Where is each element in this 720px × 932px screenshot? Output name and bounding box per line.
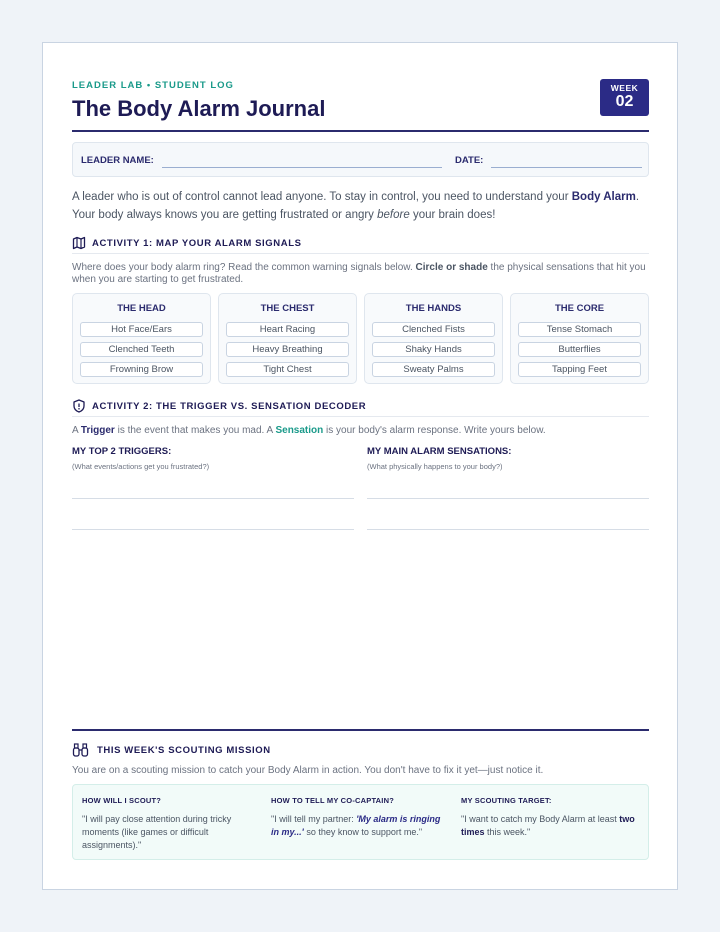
journal-page bbox=[42, 42, 678, 890]
week-label: WEEK bbox=[610, 83, 639, 93]
sensations-hint: (What physically happens to your body?) bbox=[367, 462, 503, 471]
mission-description: You are on a scouting mission to catch your Body Alarm in action. You don't have to fix it yet—just notice it. bbox=[72, 765, 544, 776]
signal-option[interactable]: Shaky Hands bbox=[372, 342, 495, 357]
card-hands bbox=[364, 293, 503, 384]
card-head bbox=[72, 293, 211, 384]
page-title: The Body Alarm Journal bbox=[72, 96, 326, 121]
target-bold: two times bbox=[461, 814, 635, 837]
mission-divider bbox=[72, 729, 649, 731]
week-number: 02 bbox=[615, 93, 634, 110]
header-divider bbox=[72, 130, 649, 132]
signal-option[interactable]: Heart Racing bbox=[226, 322, 349, 337]
card-core bbox=[510, 293, 649, 384]
activity2-desc-text-2: is the event that makes you mad. A bbox=[114, 425, 276, 436]
trigger-line-1[interactable] bbox=[72, 498, 354, 499]
signal-option[interactable]: Clenched Fists bbox=[372, 322, 495, 337]
date-label: DATE: bbox=[455, 155, 484, 166]
triggers-heading: MY TOP 2 TRIGGERS: bbox=[72, 446, 172, 457]
triggers-hint: (What events/actions get you frustrated?) bbox=[72, 462, 210, 471]
leader-name-label: LEADER NAME: bbox=[81, 155, 154, 166]
signal-option[interactable]: Tense Stomach bbox=[518, 322, 641, 337]
signal-option[interactable]: Clenched Teeth bbox=[80, 342, 203, 357]
mission-col-text bbox=[271, 813, 449, 839]
activity1-desc-text-2: the physical sensations that hit you when you are starting to get frustrated. bbox=[72, 262, 646, 285]
sensations-heading: MY MAIN ALARM SENSATIONS: bbox=[367, 446, 512, 457]
signal-option[interactable]: Butterflies bbox=[518, 342, 641, 357]
intro-italic: before bbox=[377, 209, 410, 221]
activity1-desc-bold: Circle or shade bbox=[415, 262, 488, 273]
card-heading: THE CORE bbox=[554, 303, 605, 314]
cocaptain-text-1: "I will tell my partner: bbox=[271, 814, 357, 824]
activity2-description bbox=[72, 425, 649, 437]
activity2-title: ACTIVITY 2: THE TRIGGER VS. SENSATION DECODER bbox=[92, 401, 367, 412]
activity1-description bbox=[72, 262, 649, 285]
target-text-2: this week." bbox=[484, 827, 531, 837]
intro-bold: Body Alarm bbox=[571, 191, 636, 203]
leader-name-field[interactable] bbox=[162, 167, 442, 168]
signal-option[interactable]: Tight Chest bbox=[226, 362, 349, 377]
trigger-line-2[interactable] bbox=[72, 529, 354, 530]
mission-header bbox=[72, 743, 649, 761]
week-badge bbox=[600, 79, 649, 116]
intro-text-1: A leader who is out of control cannot lead anyone. To stay in control, you need to understand your bbox=[72, 191, 572, 203]
target-text-1: "I want to catch my Body Alarm at least bbox=[461, 814, 620, 824]
kicker-label: LEADER LAB • STUDENT LOG bbox=[72, 80, 234, 91]
mission-col-target bbox=[461, 796, 639, 839]
signal-option[interactable]: Tapping Feet bbox=[518, 362, 641, 377]
signal-option[interactable]: Hot Face/Ears bbox=[80, 322, 203, 337]
activity2-header bbox=[72, 399, 649, 417]
sensation-term: Sensation bbox=[275, 425, 324, 436]
date-field[interactable] bbox=[491, 167, 642, 168]
cocaptain-text-2: so they know to support me." bbox=[303, 827, 423, 837]
activity1-desc-text-1: Where does your body alarm ring? Read the common warning signals below. bbox=[72, 262, 416, 273]
activity1-title: ACTIVITY 1: MAP YOUR ALARM SIGNALS bbox=[92, 238, 302, 249]
mission-title: THIS WEEK'S SCOUTING MISSION bbox=[97, 745, 271, 756]
sensation-line-1[interactable] bbox=[367, 498, 649, 499]
mission-col-scout bbox=[82, 796, 260, 852]
mission-col-heading: MY SCOUTING TARGET: bbox=[461, 796, 552, 805]
card-chest bbox=[218, 293, 357, 384]
card-heading: THE HEAD bbox=[117, 303, 166, 314]
mission-col-text bbox=[461, 813, 639, 839]
mission-box bbox=[72, 784, 649, 860]
activity2-desc-text-3: is your body's alarm response. Write yours below. bbox=[323, 425, 546, 436]
trigger-term: Trigger bbox=[80, 425, 115, 436]
intro-paragraph bbox=[72, 188, 649, 224]
mission-col-heading: HOW WILL I SCOUT? bbox=[82, 796, 162, 805]
card-heading: THE HANDS bbox=[405, 303, 462, 314]
card-heading: THE CHEST bbox=[260, 303, 315, 314]
signal-option[interactable]: Heavy Breathing bbox=[226, 342, 349, 357]
intro-text-2: . Your body always knows you are getting frustrated or angry bbox=[72, 191, 640, 221]
activity2-desc-text-1: A bbox=[72, 425, 81, 436]
mission-col-cocaptain bbox=[271, 796, 449, 839]
intro-text-3: your brain does! bbox=[409, 209, 496, 221]
mission-col-text: "I will pay close attention during tricky moments (like games or difficult assignments)." bbox=[82, 814, 232, 850]
sensation-line-2[interactable] bbox=[367, 529, 649, 530]
signal-option[interactable]: Sweaty Palms bbox=[372, 362, 495, 377]
signal-option[interactable]: Frowning Brow bbox=[80, 362, 203, 377]
name-date-box bbox=[72, 142, 649, 177]
cocaptain-quote: 'My alarm is ringing in my...' bbox=[271, 814, 441, 837]
shield-icon bbox=[72, 399, 86, 413]
activity1-header bbox=[72, 236, 649, 254]
map-icon bbox=[72, 236, 86, 250]
binoculars-icon bbox=[72, 743, 89, 757]
alarm-signal-cards bbox=[72, 293, 649, 384]
mission-col-heading: HOW TO TELL MY CO-CAPTAIN? bbox=[271, 796, 394, 805]
